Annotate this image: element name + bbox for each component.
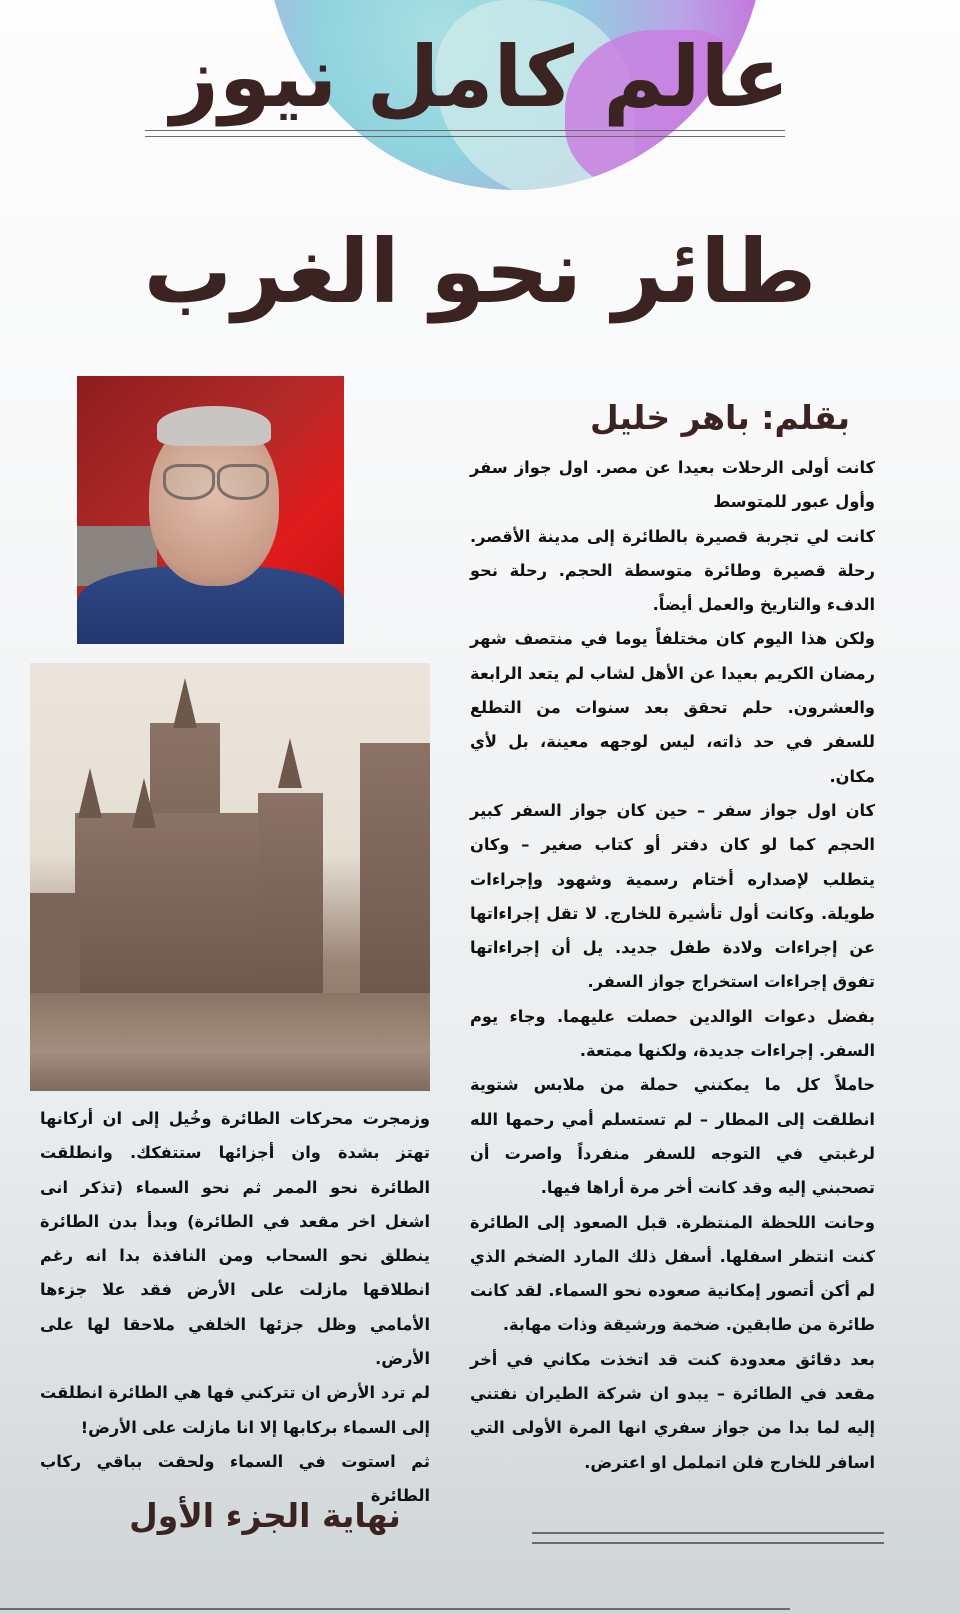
photo-cathedral-body [75, 813, 275, 1003]
paragraph: ولكن هذا اليوم كان مختلفاً يوما في منتصف شهر رمضان الكريم بعيدا عن الأهل لشاب لم يتعد الرابعة والعشرون. حلم تحقق بعد سنوات من التطلع للسفر في حد ذاته، ليس لوجهه معينة، بل لأي مكان. [470, 629, 875, 786]
paragraph: كانت أولى الرحلات بعيدا عن مصر. اول جواز سفر وأول عبور للمتوسط [470, 458, 875, 512]
photo-glasses [163, 464, 215, 500]
photo-glasses [217, 464, 269, 500]
photo-spire [132, 778, 156, 828]
paragraph: بفضل دعوات الوالدين حصلت عليهما. وجاء يوم السفر. إجراءات جديدة، ولكنها ممتعة. [470, 1006, 875, 1061]
photo-street [30, 993, 430, 1091]
paragraph: وزمجرت محركات الطائرة وخُيل إلى ان أركانها تهتز بشدة وان أجزائها ستتفكك. وانطلقت الطائرة نحو الممر ثم نحو السماء (تذكر انى اشغل اخر مقعد في الطائرة) وبدأ بدن الطائرة ينطلق نحو السحاب ومن النافذة بدا انه رغم انطلاقها مازلت على الأرض فقد علا جزءها الأمامي وظل جزئها الخلفي ملاحقا لها على الأرض. [40, 1109, 430, 1369]
photo-row-houses [360, 743, 430, 1003]
closing-rule [532, 1542, 884, 1544]
paragraph: لم ترد الأرض ان تتركني فها هي الطائرة انطلقت إلى السماء بركابها إلا انا مازلت على الأرض! [40, 1383, 430, 1437]
masthead-rule [145, 130, 785, 131]
photo-spire [173, 678, 197, 728]
article-body-left-column [40, 1102, 430, 1514]
paragraph: كانت لي تجربة قصيرة بالطائرة إلى مدينة الأقصر. رحلة قصيرة وطائرة متوسطة الحجم. رحلة نحو الدفء والتاريخ والعمل أيضاً. [470, 526, 875, 615]
paragraph: ثم استوت في السماء ولحقت بباقي ركاب الطائرة [40, 1451, 430, 1506]
photo-spire [78, 768, 102, 818]
article-headline: طائر نحو الغرب [143, 220, 817, 323]
article-byline: بقلم: باهر خليل [589, 398, 850, 437]
article-body-right-column [470, 451, 875, 1480]
masthead-rule [145, 136, 785, 137]
paragraph: وحانت اللحظة المنتظرة. قبل الصعود إلى الطائرة كنت انتظر اسفلها. أسفل ذلك المارد الضخم الذي لم أكن أتصور إمكانية صعوده نحو السماء. لقد كانت طائرة من طابقين. ضخمة ورشيقة وذات مهابة. [470, 1212, 875, 1335]
city-photo [30, 663, 430, 1091]
closing-rule [532, 1532, 884, 1534]
photo-hair [157, 406, 271, 446]
paragraph: حاملاً كل ما يمكنني حملة من ملابس شتوية انطلقت إلى المطار – لم تستسلم أمي رحمها الله لرغبتي في التوجه للسفر منفرداً واصرت أن تصحبني إليه وقد كانت أخر مرة أراها فيها. [470, 1075, 875, 1198]
author-photo [77, 376, 344, 644]
photo-building-left [30, 893, 80, 1003]
paragraph: كان اول جواز سفر – حين كان جواز السفر كبير الحجم كما لو كان دفتر أو كتاب صغير – وكان يتطلب لإصداره أختام رسمية وشهود وإجراءات طويلة. وكانت أول تأشيرة للخارج. لا تقل إجراءاتها عن إجراءات ولادة طفل جديد. يل أن إجراءاتها تفوق إجراءات استخراج جواز السفر. [470, 800, 875, 992]
photo-spire [278, 738, 302, 788]
publication-name: عالم كامل نيوز [170, 28, 790, 126]
end-of-part-label: نهاية الجزء الأول [129, 1496, 401, 1535]
photo-belfry [258, 793, 323, 1003]
page-bottom-rule [0, 1608, 790, 1610]
paragraph: بعد دقائق معدودة كنت قد اتخذت مكاني في أخر مقعد في الطائرة – يبدو ان شركة الطيران نفتني إليه لما بدا من جواز سفري انها المرة الأولى التي اسافر للخارج فلن اتململ او اعترض. [470, 1349, 875, 1472]
